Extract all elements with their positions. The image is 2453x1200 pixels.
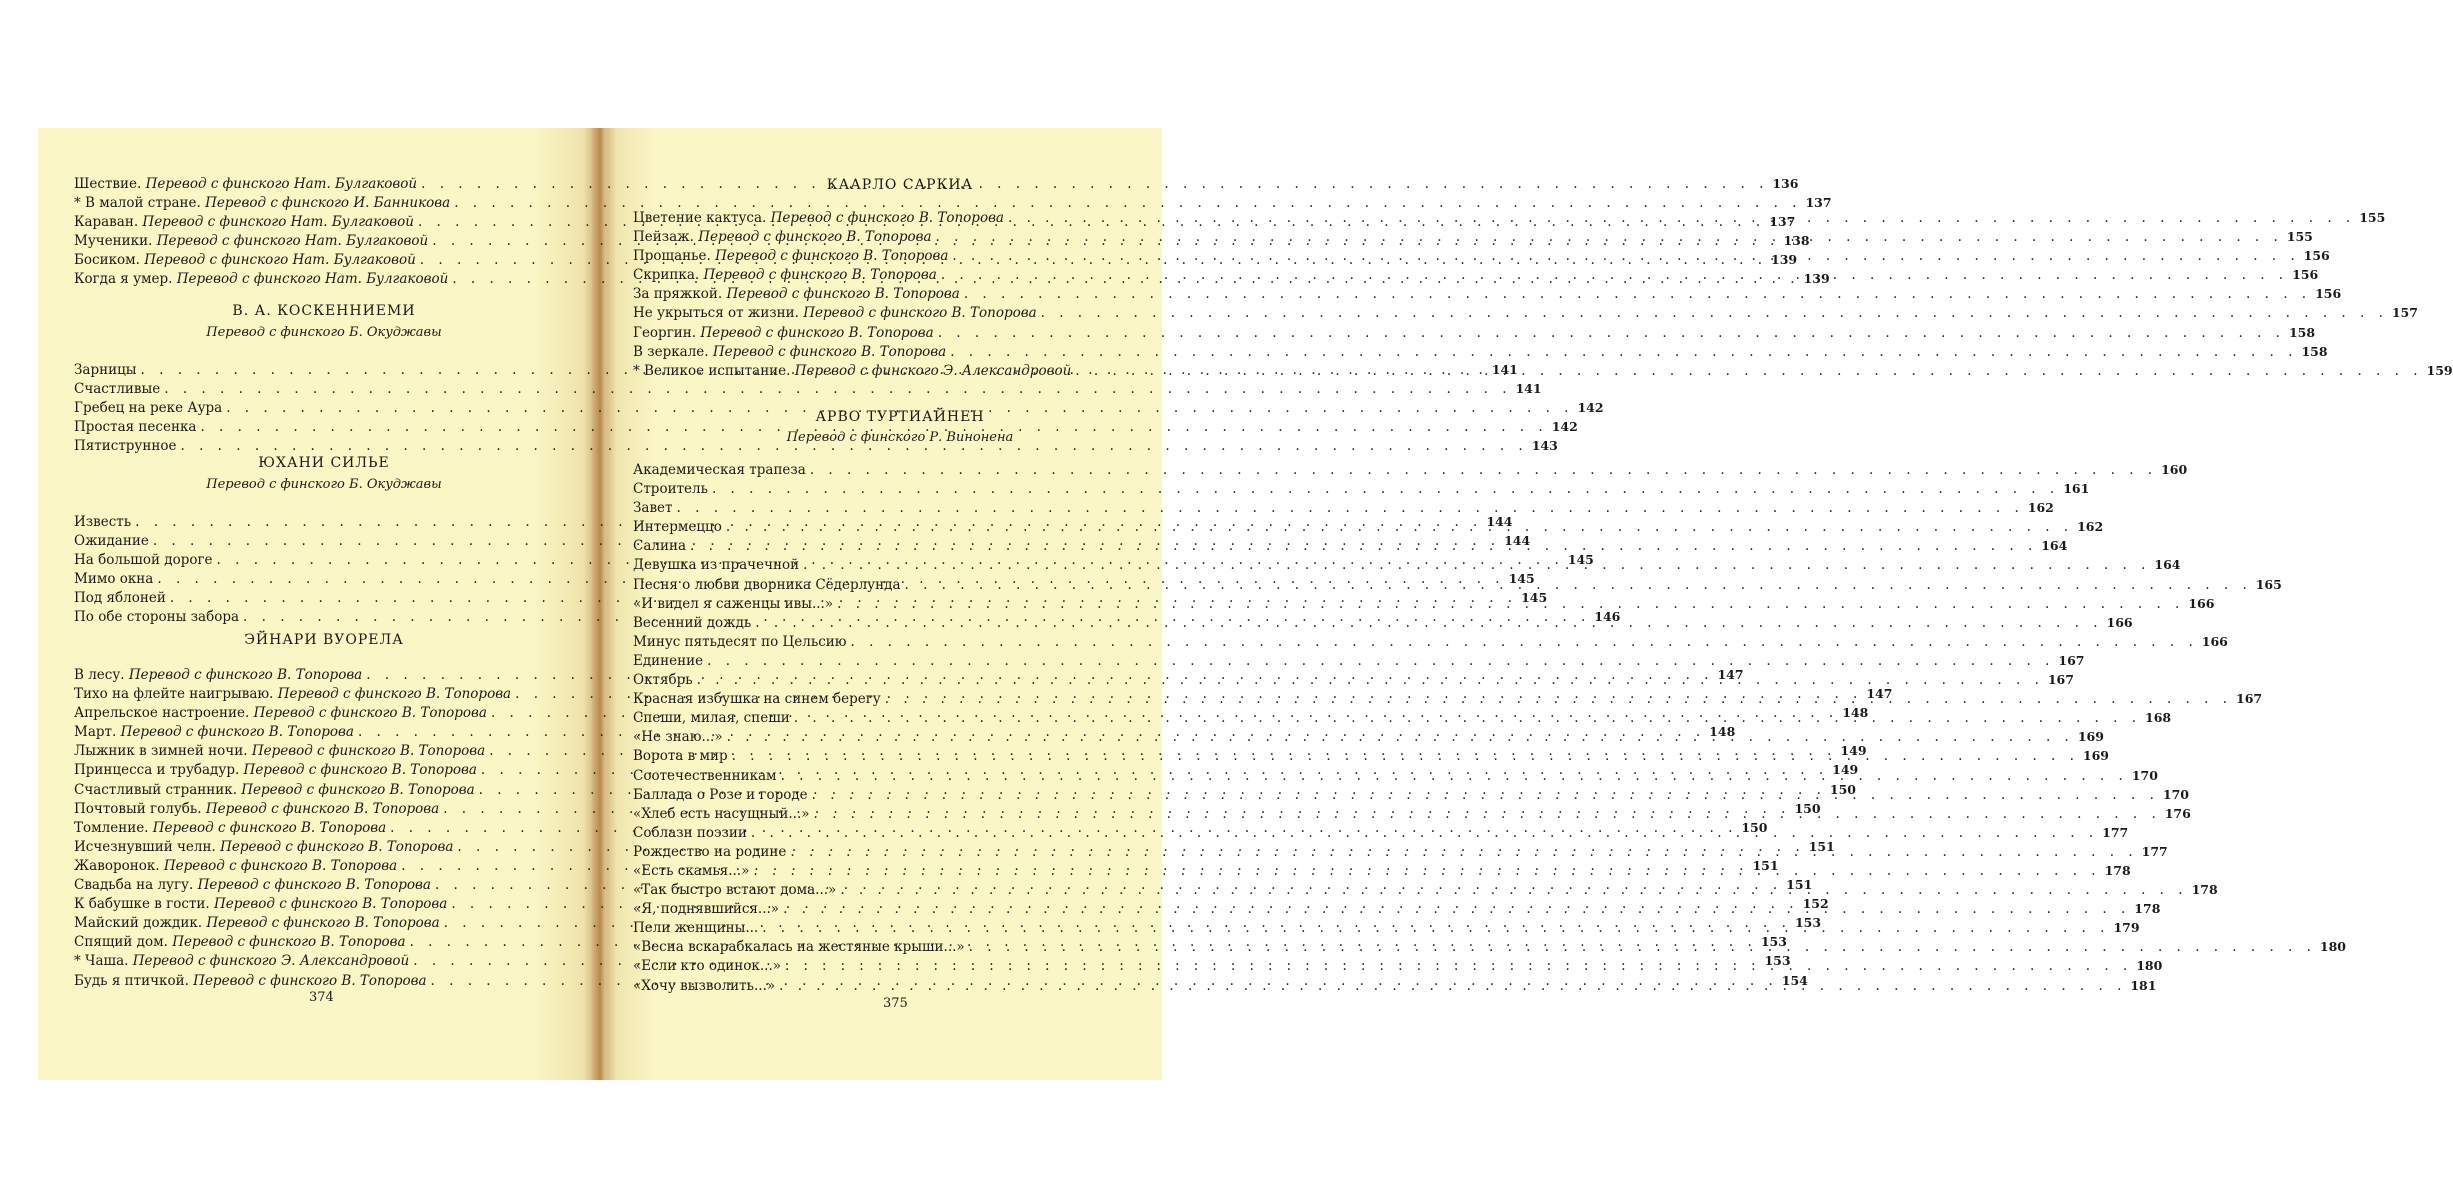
translator-subheading: Перевод с финского Б. Окуджавы [206,477,442,492]
entry-title: Строитель [633,481,708,498]
entry-title: Октябрь [633,672,693,689]
entry-page-number: 149 [1840,743,1867,759]
entry-title: Шествие. [74,176,146,192]
entry-title: Будь я птичкой. [74,972,194,989]
leader-dots [885,690,2232,709]
translator-subheading: Перевод с финского Р. Винонена [786,430,1014,445]
entry-title: Почтовый голубь. [74,800,206,817]
entry-page-number: 157 [2391,305,2418,321]
entry-text [74,194,450,213]
entry-text [74,742,485,761]
entry-text [74,838,453,857]
leader-dots [938,324,2285,343]
leader-dots [779,977,2126,996]
entry-title: Пятиструнное [74,438,177,455]
entry-text [74,781,475,800]
entry-title: Счастливые [74,381,161,398]
entry-page-number: 147 [1717,667,1744,682]
entry-title: Майский дождик. [74,915,207,932]
leader-dots [164,380,1511,399]
entry-page-number: 181 [2130,977,2157,993]
entry-page-number: 161 [2063,481,2090,497]
entry-text [74,723,354,742]
entry-title: Прощанье. [633,248,716,265]
leader-dots [1008,209,2355,228]
entry-title: * Великое испытание. [633,362,795,379]
entry-text [74,800,439,819]
entry-text [74,232,428,251]
entry-translator: Перевод с финского Нат. Булгаковой [156,233,429,250]
entry-translator: Перевод с финского Нат. Булгаковой [142,214,414,231]
entry-title: Академическая трапеза [633,462,806,478]
entry-page-number: 164 [2154,557,2181,573]
entry-page-number: 170 [2162,786,2189,802]
entry-title: «Хочу вызволить...» [633,977,776,994]
leader-dots [936,228,2283,247]
entry-page-number: 156 [2292,267,2319,283]
entry-translator: Перевод с финского В. Топорова [197,877,431,894]
leader-dots [790,843,2137,862]
entry-title: «Хлеб есть насущный...» [633,805,810,822]
leader-dots [1041,304,2388,323]
leader-dots [952,247,2299,266]
entry-translator: Перевод с финского В. Топорова [726,286,960,303]
entry-page-number: 162 [2077,519,2104,535]
entry-text [74,876,431,895]
entry-text [74,761,477,780]
entry-title: * В малой стране. [74,195,206,212]
entry-translator: Перевод с финского В. Топорова [206,915,440,932]
entry-text [633,324,934,343]
entry-title: «Так быстро встают дома...» [633,882,837,899]
entry-page-number: 153 [1764,953,1791,969]
entry-title: Томление. [74,819,153,836]
entry-title: Исчезнувший челн. [74,838,221,855]
entry-title: Девушка из прачечной [633,557,800,574]
entry-title: Интермеццо [633,519,722,536]
leader-dots [697,671,2044,690]
entry-page-number: 167 [2058,652,2085,668]
entry-title: Скрипка. [633,267,704,284]
entry-translator: Перевод с финского В. Топорова [172,934,406,951]
entry-page-number: 139 [1803,271,1830,287]
leader-dots [707,652,2054,671]
entry-translator: Перевод с финского Э. Александровой [794,362,1072,379]
entry-text [633,209,1004,228]
entry-title: Апрельское настроение. [74,705,254,722]
entry-text [74,933,406,952]
leader-dots [950,343,2297,362]
entry-page-number: 137 [1805,195,1832,211]
entry-translator: Перевод с финского Нат. Булгаковой [145,176,418,192]
entry-page-number: 166 [2106,614,2133,630]
leader-dots [726,518,2073,537]
entry-translator: Перевод с финского В. Топорова [220,838,454,855]
entry-page-number: 151 [1752,857,1779,873]
entry-translator: Перевод с финского В. Топорова [770,210,1004,226]
book-spread [38,128,2453,1080]
entry-text [633,343,946,362]
entry-page-number: 167 [2236,691,2263,707]
entry-page-number: 151 [1808,838,1835,854]
entry-page-number: 148 [1709,724,1736,740]
entry-page-number: 158 [2288,324,2316,340]
entry-title: «Я, поднявшийся...» [633,901,780,918]
entry-title: Завет [633,500,673,517]
toc-entry[interactable] [633,479,2090,498]
entry-page-number: 146 [1594,609,1621,625]
entry-translator: Перевод с финского Э. Александровой [132,953,410,970]
entry-page-number: 180 [2136,958,2163,974]
entry-title: Соблазн поэзии [633,824,747,841]
leader-dots [785,957,2132,976]
entry-title: К бабушке в гости. [74,896,214,913]
entry-translator: Перевод с финского В. Топорова [120,724,354,741]
toc-entry[interactable] [74,379,1542,398]
entry-title: Принцесса и трубадур. [74,762,244,779]
leader-dots [810,461,2157,480]
entry-title: Спеши, милая, спеши [633,710,790,727]
entry-page-number: 155 [2359,210,2386,225]
leader-dots [941,266,2288,285]
leader-dots [751,824,2098,843]
entry-translator: Перевод с финского В. Топорова [253,705,487,722]
entry-text [74,666,362,685]
entry-page-number: 170 [2131,767,2158,783]
entry-text [74,213,414,232]
toc-entry[interactable] [633,632,2228,651]
entry-title: Тихо на флейте наигрываю. [74,686,278,703]
leader-dots [840,881,2187,900]
entry-title: Мимо окна [74,571,154,588]
entry-title: Пели женщины... [633,920,759,937]
entry-page-number: 178 [2104,862,2131,878]
entry-translator: Перевод с финского В. Топорова [703,267,937,284]
entry-title: За пряжкой. [633,286,727,303]
entry-page-number: 167 [2047,672,2074,688]
entry-title: «Если кто одинок...» [633,958,781,975]
entry-page-number: 156 [2303,248,2330,264]
entry-page-number: 154 [1781,972,1808,988]
toc-entry[interactable] [633,460,2188,479]
entry-page-number: 145 [1567,552,1594,568]
toc-entry[interactable] [633,284,2342,303]
leader-dots [812,786,2159,805]
entry-page-number: 149 [1832,762,1859,778]
entry-title: Счастливый странник. [74,781,242,798]
entry-translator: Перевод с финского В. Топорова [152,819,387,836]
entry-page-number: 162 [2027,500,2054,516]
entry-translator: Перевод с финского В. Топорова [205,800,440,817]
entry-translator: Перевод с финского Нат. Булгаковой [176,271,449,288]
entry-title: Мученики. [74,233,157,250]
entry-page-number: 177 [2141,843,2168,859]
entry-title: «И видел я саженцы ивы...» [633,595,834,612]
entry-title: Георгин. [633,324,701,341]
toc-entry[interactable] [633,303,2418,322]
author-heading: АРВО ТУРТИАЙНЕН [815,409,985,425]
entry-page-number: 144 [1486,514,1513,529]
right-page-number: 375 [883,996,908,1011]
entry-title: Босиком. [74,252,145,269]
entry-title: «Весна вскарабкалась на жестяные крыши...» [633,939,965,956]
entry-title: В лесу. [74,667,129,683]
entry-page-number: 139 [1771,252,1798,268]
entry-title: Баллада о Розе и городе [633,786,808,803]
leader-dots [837,595,2184,614]
leader-dots [783,900,2130,919]
entry-translator: Перевод с финского И. Банникова [205,195,451,212]
entry-title: Весенний дождь [633,614,752,631]
entry-title: Свадьба на лугу. [74,877,198,894]
entry-translator: Перевод с финского В. Топорова [243,762,477,779]
entry-page-number: 164 [2041,538,2068,554]
entry-translator: Перевод с финского В. Топорова [712,343,947,360]
entry-title: Караван. [74,214,143,231]
entry-title: Жаворонок. [74,857,164,874]
entry-translator: Перевод с финского В. Топорова [241,781,475,798]
entry-text [633,362,1071,381]
leader-dots [762,919,2109,938]
author-heading: КААРЛО САРКИА [826,177,974,193]
entry-title: В зеркале. [633,343,713,360]
entry-page-number: 147 [1866,686,1893,702]
entry-page-number: 169 [2082,748,2109,764]
entry-page-number: 153 [1760,934,1787,950]
entry-page-number: 144 [1504,533,1531,549]
leader-dots [969,938,2316,957]
entry-title: Когда я умер. [74,271,177,288]
entry-page-number: 168 [2145,710,2172,726]
toc-entry[interactable] [633,498,2054,517]
entry-text [633,228,932,247]
entry-page-number: 153 [1794,915,1822,931]
entry-title: Цветение кактуса. [633,210,771,226]
entry-translator: Перевод с финского В. Топорова [700,324,934,341]
entry-title: Рождество на родине [633,843,787,860]
entry-title: * Чаша. [74,953,133,970]
leader-dots [677,499,2024,518]
entry-page-number: 152 [1802,896,1829,912]
entry-page-number: 166 [2201,633,2228,649]
entry-title: Известь [74,514,132,530]
entry-title: Ворота в мир [633,748,728,765]
entry-page-number: 151 [1786,877,1813,893]
entry-page-number: 150 [1794,800,1821,816]
entry-translator: Перевод с финского В. Топорова [193,972,427,989]
entry-page-number: 156 [2315,286,2342,302]
leader-dots [794,709,2141,728]
entry-text [74,952,409,971]
author-heading: В. А. КОСКЕННИЕМИ [232,303,416,319]
entry-text [74,857,397,876]
entry-translator: Перевод с финского В. Топорова [251,743,486,760]
entry-page-number: 143 [1531,438,1558,454]
entry-page-number: 159 [2426,362,2453,378]
entry-title: По обе стороны забора [74,609,240,626]
entry-page-number: 180 [2319,939,2346,955]
entry-text [74,914,440,933]
entry-text [633,285,960,304]
entry-translator: Перевод с финского В. Топорова [128,667,363,683]
entry-title: Ожидание [74,533,149,550]
entry-page-number: 178 [2191,882,2218,898]
entry-title: Простая песенка [74,419,197,436]
leader-dots [1075,362,2422,381]
leader-dots [814,805,2161,824]
leader-dots [964,285,2311,304]
leader-dots [712,480,2059,499]
entry-title: Лыжник в зимней ночи. [74,743,252,760]
entry-page-number: 178 [2134,901,2161,917]
entry-page-number: 166 [2188,595,2215,611]
entry-translator: Перевод с финского В. Топорова [277,686,512,703]
entry-page-number: 160 [2161,462,2188,477]
entry-title: Март. [74,724,121,741]
entry-translator: Перевод с финского В. Топорова [213,896,448,913]
entry-title: На большой дороге [74,552,213,569]
entry-translator: Перевод с финского В. Топорова [803,305,1037,322]
entry-title: Под яблоней [74,590,166,607]
entry-text [74,270,448,289]
leader-dots [803,556,2150,575]
entry-text [74,972,427,991]
entry-title: Соотечественникам [633,767,777,784]
entry-title: «Не знаю...» [633,729,723,746]
entry-text [74,704,487,723]
entry-text [74,251,416,270]
entry-page-number: 141 [1515,381,1542,397]
entry-page-number: 148 [1842,705,1869,721]
entry-title: Единение [633,652,704,669]
leader-dots [851,633,2198,652]
entry-page-number: 179 [2113,920,2140,936]
entry-title: «Есть скамья...» [633,862,750,879]
entry-title: Красная избушка на синем берегу [633,691,881,708]
entry-title: Гребец на реке Аура [74,400,223,417]
entry-title: Песня о любви дворника Сёдерлунда [633,576,901,593]
entry-text [633,247,948,266]
entry-page-number: 145 [1508,571,1535,587]
entry-text [633,266,937,285]
leader-dots [753,862,2100,881]
entry-title: Пейзаж. [633,229,699,246]
author-heading: ЭЙНАРИ ВУОРЕЛА [244,632,404,648]
entry-translator: Перевод с финского В. Топорова [698,229,932,246]
entry-page-number: 169 [2077,729,2104,745]
toc-entry[interactable] [74,193,1832,212]
entry-translator: Перевод с финского В. Топорова [163,857,398,874]
entry-page-number: 155 [2286,229,2313,245]
entry-page-number: 158 [2301,343,2328,359]
toc-entry[interactable] [633,342,2328,361]
entry-page-number: 136 [1772,176,1799,191]
toc-entry[interactable] [633,323,2316,342]
entry-page-number: 138 [1783,233,1810,249]
leader-dots [755,614,2102,633]
entry-page-number: 142 [1577,400,1604,416]
entry-title: Зарницы [74,362,137,378]
entry-page-number: 177 [2102,824,2129,840]
left-page-number: 374 [309,990,334,1005]
leader-dots [727,728,2074,747]
entry-text [74,685,511,704]
entry-text [74,819,386,838]
leader-dots [690,537,2037,556]
entry-title: Спящий дом. [74,934,173,951]
entry-page-number: 150 [1829,781,1856,797]
leader-dots [905,576,2252,595]
entry-title: Минус пятьдесят по Цельсию [633,633,847,650]
toc-entry[interactable] [633,651,2085,670]
leader-dots [732,747,2079,766]
author-heading: ЮХАНИ СИЛЬЕ [258,455,390,471]
entry-page-number: 150 [1741,819,1768,835]
entry-text [74,895,447,914]
entry-text [633,304,1037,323]
entry-page-number: 141 [1491,362,1518,377]
entry-text [74,175,417,194]
entry-page-number: 142 [1551,419,1578,435]
entry-page-number: 176 [2164,805,2191,821]
entry-translator: Перевод с финского Нат. Булгаковой [144,252,416,269]
leader-dots [781,767,2128,786]
entry-page-number: 137 [1769,214,1796,230]
entry-title: Не укрыться от жизни. [633,305,804,322]
entry-translator: Перевод с финского В. Топорова [715,248,949,265]
translator-subheading: Перевод с финского Б. Окуджавы [206,325,442,340]
entry-title: Салина [633,538,686,555]
entry-page-number: 145 [1521,590,1548,606]
entry-page-number: 165 [2255,576,2282,592]
